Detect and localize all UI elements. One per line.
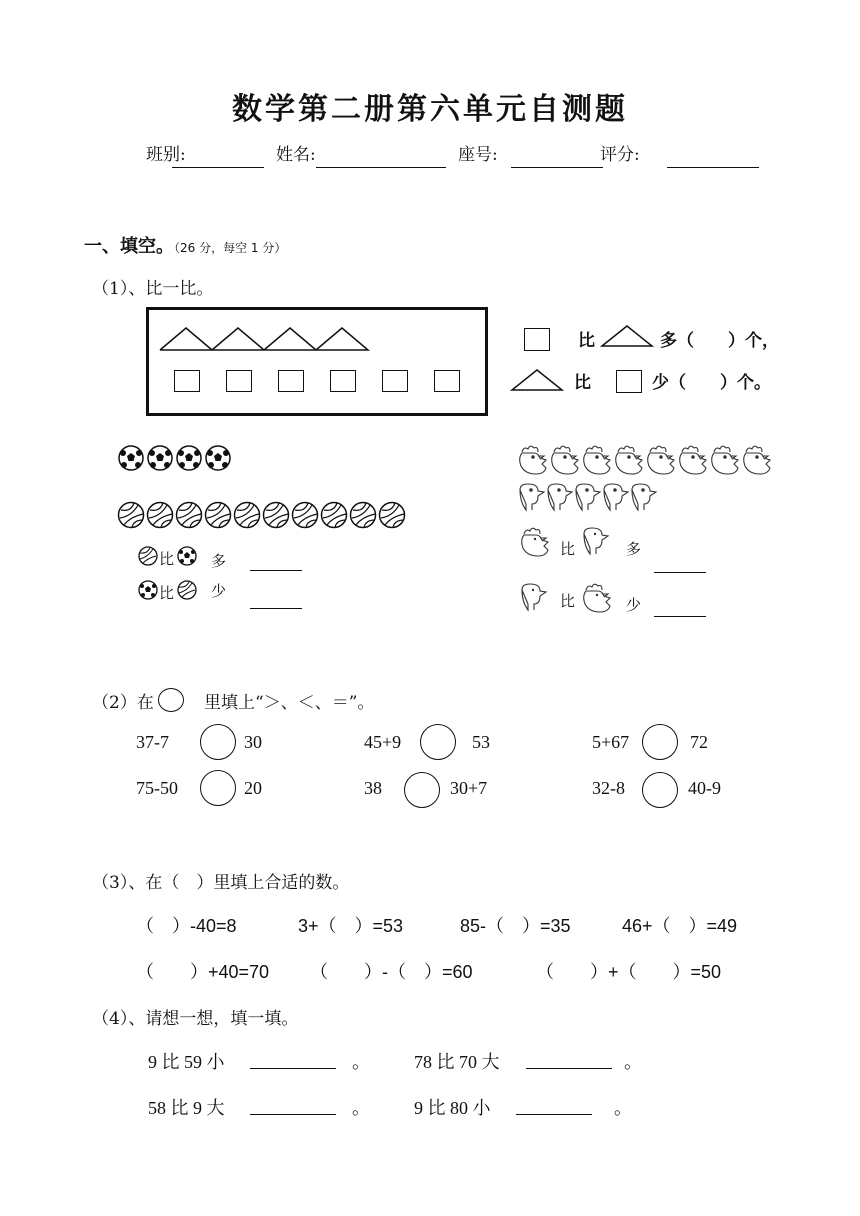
q1-label: （1）、比一比。 [92,279,214,299]
score-label: 评分: [600,145,640,165]
answer-blank[interactable] [654,572,706,573]
q4-item: 9 比 59 小 [148,1052,225,1072]
name-field[interactable] [316,167,446,168]
triangle-icon [510,368,564,392]
class-label: 班别: [146,145,186,165]
q2-label-end: 里填上“＞、＜、＝”。 [204,693,375,713]
compare-circle[interactable] [420,724,456,760]
compare-word: 比 [159,584,175,602]
chick-icon [580,526,614,560]
fill-equation[interactable]: （ ）-40=8 [136,916,237,936]
q3-label: （3）、在（ ）里填上合适的数。 [92,873,350,893]
bird-rows [516,444,786,514]
compare-word: 比 [560,540,576,558]
period-text: 。 [352,1052,370,1072]
expr-left: 38 [364,778,382,798]
q2-label-start: （2）在 [92,693,154,713]
circle-icon [158,688,184,712]
compare-circle[interactable] [200,724,236,760]
square-icon [616,370,642,393]
q4-label: （4）、请想一想，填一填。 [92,1009,299,1029]
section-heading [84,232,286,258]
fill-equation[interactable]: （ ）+（ ）=50 [536,962,722,982]
less-blank-text: 少（ ）个。 [652,373,771,393]
less-word: 少 [626,596,642,614]
square-shape [330,370,356,392]
answer-blank[interactable] [654,616,706,617]
volleyball-icon [177,580,197,600]
expr-right: 53 [472,732,490,752]
rooster-icon [518,526,552,560]
answer-blank[interactable] [250,1114,336,1115]
volleyball-row [118,500,418,532]
soccer-ball-icon [177,546,197,566]
square-shape [382,370,408,392]
compare-circle[interactable] [642,772,678,808]
expr-left: 37-7 [136,732,169,752]
expr-right: 30 [244,732,262,752]
q4-item: 58 比 9 大 [148,1098,225,1118]
score-field[interactable] [667,167,759,168]
seat-label: 座号: [458,145,498,165]
answer-blank[interactable] [250,570,302,571]
more-blank-text: 多（ ）个， [660,331,779,351]
expr-left: 45+9 [364,732,402,752]
period-text: 。 [614,1098,632,1118]
triangle-icon [600,324,654,348]
square-shape [174,370,200,392]
expr-right: 72 [690,732,708,752]
answer-blank[interactable] [250,1068,336,1069]
period-text: 。 [352,1098,370,1118]
answer-blank[interactable] [526,1068,612,1069]
fill-equation[interactable]: 85-（ ）=35 [460,916,571,936]
compare-circle[interactable] [200,770,236,806]
more-word: 多 [211,552,227,570]
period-text: 。 [624,1052,642,1072]
seat-field[interactable] [511,167,603,168]
page-title: 数学第二册第六单元自测题 [232,92,628,127]
square-icon [524,328,550,351]
square-shape [434,370,460,392]
expr-right: 20 [244,778,262,798]
compare-word: 比 [159,550,175,568]
fill-equation[interactable]: 46+（ ）=49 [622,916,738,936]
square-shape [278,370,304,392]
less-word: 少 [211,582,227,600]
more-word: 多 [626,540,642,558]
triangle-row [158,326,378,354]
expr-left: 75-50 [136,778,178,798]
q4-item: 9 比 80 小 [414,1098,491,1118]
section-title: 一、填空。 [84,236,174,257]
expr-left: 32-8 [592,778,625,798]
soccer-ball-icon [138,580,158,600]
fill-equation[interactable]: （ ）-（ ）=60 [310,962,473,982]
rooster-icon [580,582,614,616]
compare-word: 比 [560,592,576,610]
name-label: 姓名: [276,145,316,165]
class-field[interactable] [172,167,264,168]
answer-blank[interactable] [516,1114,592,1115]
expr-right: 40-9 [688,778,721,798]
compare-word: 比 [574,373,591,393]
compare-circle[interactable] [642,724,678,760]
compare-word: 比 [578,331,595,351]
fill-equation[interactable]: （ ）+40=70 [136,962,270,982]
compare-circle[interactable] [404,772,440,808]
expr-left: 5+67 [592,732,630,752]
square-shape [226,370,252,392]
expr-right: 30+7 [450,778,488,798]
section-note: （26 分，每空 1 分） [174,241,287,255]
soccer-ball-row [118,444,238,474]
volleyball-icon [138,546,158,566]
fill-equation[interactable]: 3+（ ）=53 [298,916,404,936]
shape-box [146,307,488,416]
q4-item: 78 比 70 大 [414,1052,500,1072]
answer-blank[interactable] [250,608,302,609]
chick-icon [518,582,552,616]
